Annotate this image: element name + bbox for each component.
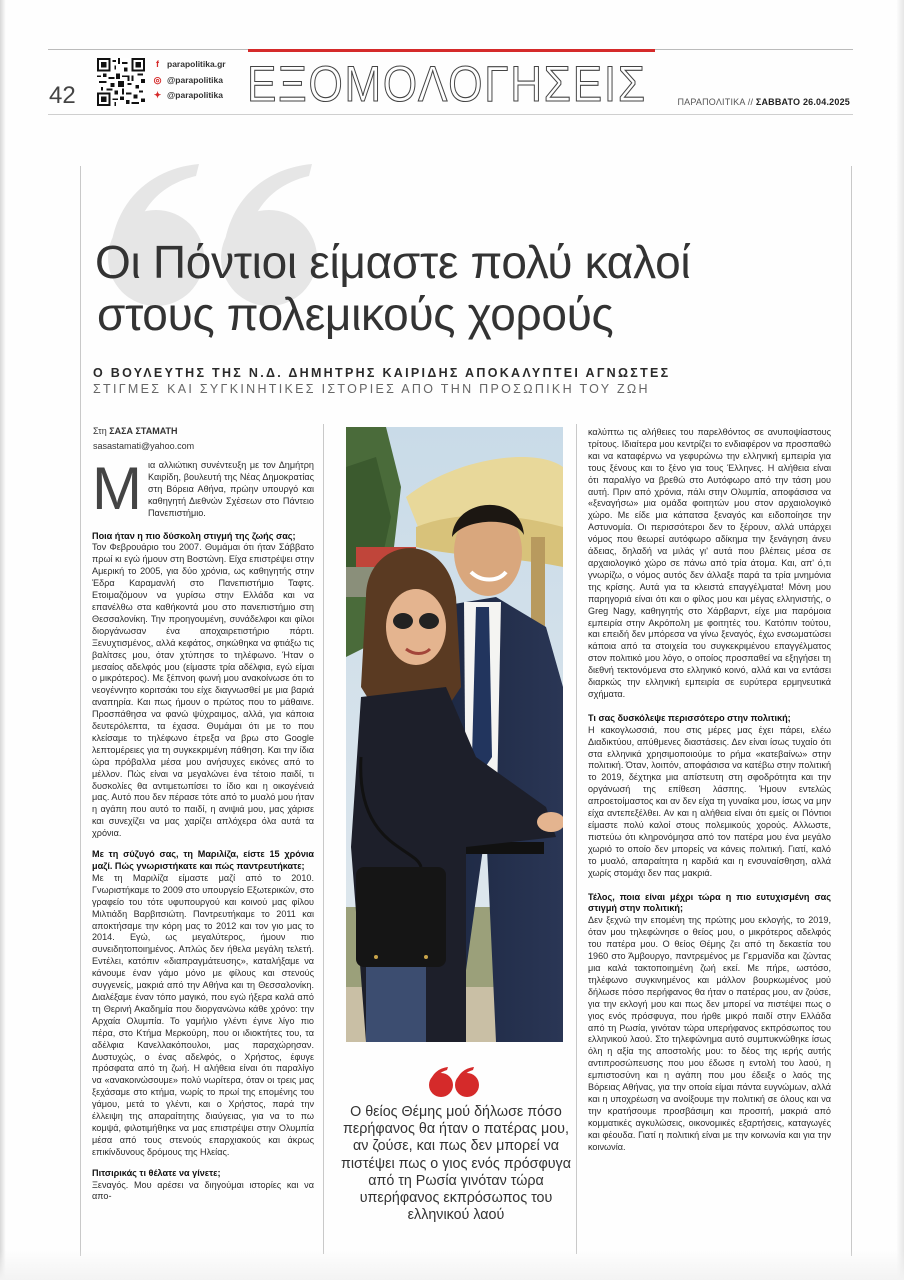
page-number: 42 — [49, 82, 76, 109]
pull-quote-icon — [428, 1066, 480, 1098]
subtitle-line-1: Ο ΒΟΥΛΕΥΤΗΣ ΤΗΣ Ν.Δ. ΔΗΜΗΤΡΗΣ ΚΑΙΡΙΔΗΣ ΑΠΟΚΑΛΥΠΤΕΙ ΑΓΝΩΣΤΕΣ — [93, 366, 671, 380]
question-5: Τέλος, ποια είναι μέχρι τώρα η πιο ευτυχισμένη σας στιγμή στην πολιτική; — [588, 891, 831, 914]
column-rule-2 — [576, 424, 577, 1254]
instagram-handle: @parapolitika — [167, 74, 223, 85]
article-photo — [346, 427, 563, 1042]
author-name: ΣΑΣΑ ΣΤΑΜΑΤΗ — [109, 426, 178, 436]
social-links — [153, 57, 226, 104]
byline-prefix: Στη — [93, 426, 107, 436]
headline — [95, 236, 795, 340]
article-column-3 — [588, 427, 831, 1245]
subtitle-line-2: ΣΤΙΓΜΕΣ ΚΑΙ ΣΥΓΚΙΝΗΤΙΚΕΣ ΙΣΤΟΡΙΕΣ ΑΠΟ ΤΗΝ ΠΡΟΣΩΠΙΚΗ ΤΟΥ ΖΩΗ — [93, 382, 650, 396]
issue-date: ΣΑΒΒΑΤΟ 26.04.2025 — [755, 97, 850, 107]
scan-shadow-bottom — [0, 1250, 904, 1280]
scan-shadow-right — [896, 0, 904, 1280]
answer-5: Δεν ξεχνώ την επομένη της πρώτης μου εκλογής, το 2019, όταν μου τηλεφώνησε ο θείος μου, ο μικρότερος αδελφός του πατέρα μου. Ο θείος Θέμης ζει από τη δεκαετία του 1960 στο Άμβουργο, παντρεμένος με Γερμανίδα και ζώντας μια καλά τακτοποιημένη ζωή εκεί. Με πήρε, ωστόσο, τηλέφωνο συγκινημένος και μάλλον βουρκωμένος μού δήλωσε πόσο περήφανος θα ήταν ο πατέρας μου, αν ζούσε, για την εκλογή μου και πως δεν μπορεί να πιστέψει πως ο γιος ενός πρόσφυγα, που ήρθε μικρό παιδί στην Ελλάδα από τη Ρωσία, γινόταν τώρα υπερήφανος εκπρόσωπος του ελληνικού λαού. Στο τηλεφώνημα αυτό συμπυκνώθηκε ίσως όλη η αξία της αποστολής μου: το δέος της ιερής αυτής αντιπροσώπευσης που μου έδωσε η εντολή του λαού, η εμπιστοσύνη και η αγάπη που μου έδειξε ο λαός της Βόρειας Αθήνας, για την οποία είμαι πάντα ευγνώμων, αλλά και η υποχρέωση να ανοίξουμε την πολιτική σε όλους και να την κρατήσουμε προσβάσιμη και προσιτή, μακριά από κομματικές αγκυλώσεις, οικονομικές εξαρτήσεις, καταγωγές και φέουδα. Γιατί η πολιτική είναι με την κοινωνία και για την κοινωνία. — [588, 915, 831, 1152]
facebook-handle: parapolitika.gr — [167, 59, 226, 69]
headline-line-1: Οι Πόντιοι είμαστε πολύ καλοί — [95, 236, 691, 288]
dateline — [677, 97, 850, 107]
question-4: Τι σας δυσκόλεψε περισσότερο στην πολιτική; — [588, 712, 791, 723]
header-red-accent — [248, 49, 655, 52]
facebook-icon: f — [156, 59, 159, 70]
publication-name: ΠΑΡΑΠΟΛΙΤΙΚΑ // — [677, 97, 754, 107]
headline-line-2: στους πολεμικούς χορούς — [97, 288, 614, 340]
instagram-link[interactable] — [153, 73, 226, 89]
twitter-icon: ✦ — [153, 90, 162, 101]
scan-shadow-left — [0, 0, 6, 1280]
twitter-handle: @parapolitika — [167, 90, 223, 100]
article-column-1 — [92, 460, 314, 1250]
instagram-icon: ◎ — [153, 74, 162, 85]
pull-quote: Ο θείος Θέμης μού δήλωσε πόσο περήφανος θα ήταν ο πατέρας μου, αν ζούσε, και πως δεν μπορεί να πιστέψει πως ο γιος ενός πρόσφυγα από τη Ρωσία γινόταν τώρα υπερήφανος εκπρόσωπος του ελληνικού λαού — [341, 1104, 571, 1224]
left-margin-rule — [80, 166, 81, 1256]
qr-code-icon — [97, 58, 145, 106]
question-3: Πιτσιρικάς τι θέλατε να γίνετε; — [92, 1167, 221, 1178]
answer-4: Η κακογλωσσιά, που στις μέρες μας έχει πάρει, ελέω Διαδικτύου, απύθμενες διαστάσεις. Δεν είναι ίσως τυχαίο ότι στα ελληνικά χρησιμοποιούμε το ρήμα «κατεβαίνω» στην πολιτική. Όταν, λοιπόν, αποφάσισα να κατέβω στην πολιτική το 2019, δέχτηκα μια απίστευτη στη σφοδρότητα και την οργάνωσή της επίθεση λάσπης. Ήμουν εντελώς απροετοίμαστος και αν δεν είχα τη γυναίκα μου, ίσως να μην είχα αντεπεξέλθει. Αν και η αλήθεια είναι ότι εμείς οι Πόντιοι είμαστε πολύ καλοί στους πολεμικούς χορούς. Αλλωστε, πιστεύω ότι κληρονόμησα από τον πατέρα μου ένα μεγάλο χωριό το οποίο δεν μπορείς να κάνεις πολιτική. Γιατί, καλό το μυαλό, απαραίτητα η καρδιά και η ενσυναίσθηση, αλλά χωρίς στομάχι δεν πας μακριά. — [588, 724, 831, 878]
question-2: Με τη σύζυγό σας, τη Μαριλίζα, είστε 15 χρόνια μαζί. Πώς γνωριστήκατε και πώς παντρευτήκατε; — [92, 849, 314, 871]
column-rule-1 — [323, 424, 324, 1254]
answer-3-continued: καλύπτω τις αλήθειες του παρελθόντος σε ανυποψίαστους τρίτους. Ιδιαίτερα μου κεντρίζει το ενδιαφέρον να προσπαθώ και να καταφέρνω να γεφυρώνω την ελληνική εμπειρία για τους ξένους και το ξένο για τους Έλληνες. Η αλήθεια είναι ότι παραλίγο να βρεθώ στο Αυτόφωρο από την τάση μου αυτή. Πριν από χρόνια, πάλι στην Ολυμπία, αποφάσισα να «ξεναγήσω» μια ομάδα φοιτητών μου στον αρχαιολογικό χώρο. Με είδε μια κάπατσα ξεναγός και ειδοποίησε την Αστυνομία. Οι περισσότεροι δεν το ξέρουν, αλλά υπάρχει νόμος που θεωρεί αυτόφωρο αδίκημα την ξενάγηση άνευ άδειας, δηλαδή να μιλάς γι' αυτά που βλέπεις μέσα σε αρχαιολογικό χώρο σε πάνω από τρία άτομα. Και, απ' ό,τι γνωρίζω, ο νόμος αυτός δεν άλλαξε παρά τα τρία μνημόνια της κρίσης. Αυτά για τα κλειστά επαγγέλματα! Μόνη μου παρηγοριά είναι ότι και ο φίλος μου και μέγας ελληνιστής, ο Greg Nagy, καθηγητής στο Χάρβαρντ, είχε μια παρόμοια εμπειρία στην Ακρόπολη με φοιτητές του. Κατόπιν τούτου, και επειδή δεν μπόρεσα να γίνω ξεναγός, έχω ενσωματώσει κάποια από τα στοιχεία του συγκεκριμένου επαγγέλματος στον πολιτικό μου λόγο, ο οποίος προσπαθεί να εξηγήσει τη διεθνή τεκτονόμενα στο ελληνικό κοινό, αλλά και να εντάσει διαρκώς την ελληνική εμπειρία σε ευρύτερα ερμηνευτικά σχήματα. — [588, 427, 831, 699]
intro-paragraph — [92, 460, 314, 520]
answer-1: Τον Φεβρουάριο του 2007. Θυμάμαι ότι ήταν Σάββατο πρωί κι εγώ ήμουν στη Βοστώνη. Είχα επιστρέψει στην Αμερική το 2005, για δύο χρόνια, ως καθηγητής στην Έδρα Καραμανλή στο Πανεπιστήμιο Ταφτς. Ετοιμαζόμουν να γυρίσω στην Ελλάδα και να επανέλθω στα καθήκοντά μου στο πανεπιστήμιο στη Θεσσαλονίκη. Την προηγουμένη, συνάδελφοι και φίλοι διοργάνωσαν ένα αποχαιρετιστήριο πάρτι. Ξενυχτισμένος, αλλά κεφάτος, σηκώθηκα να φτιάξω τις βαλίτσες μου, όταν χτύπησε το τηλέφωνο. Ήταν ο μεσαίος αδελφός μου (είμαστε τρία αδέλφια, εγώ είμαι ο μικρότερος). Με ξέπνοη φωνή μου ανακοίνωσε ότι το νεογέννητο κοριτσάκι του είχε διαγνωσθεί με μια βαριά αναπηρία. Και πως ήμουν ο πρώτος που το μάθαινε. Προσπάθησα να φανώ ψύχραιμος, αλλά, για κάποια δευτερόλεπτα, τα έχασα. Θυμάμαι ότι με το που κλείσαμε το τηλέφωνο έτρεξα να βρω στο Google λεπτομέρειες για τη συγκεκριμένη πάθηση. Και την ίδια ώρα πρόβαλλα μέσα μου ανήσυχες εικόνες από το μέλλον. Πώς είναι να μεγαλώνει ένα τέτοιο παιδί, τι δυσκολίες θα αντιμετωπίσει το ίδιο και η οικογένειά μας. Αυτό που δεν πέρασε τότε από το μυαλό μου ήταν η αγάπη που αυτό το παιδί, η ανιψιά μου, μας χάρισε και συνεχίζει να μας χαρίζει απλόχερα όλα αυτά τα χρόνια. — [92, 542, 314, 839]
author-email[interactable]: sasastamati@yahoo.com — [93, 441, 195, 451]
twitter-link[interactable] — [153, 88, 226, 104]
intro-text: ια αλλιώτικη συνέντευξη με τον Δημήτρη Καιρίδη, βουλευτή της Νέας Δημοκρατίας στη Βόρεια Αθήνα, πρώην υπουργό και καθηγητή Διεθνών Σχέσεων στο Πάντειο Πανεπιστήμιο. — [147, 460, 314, 518]
answer-2: Με τη Μαριλίζα είμαστε μαζί από το 2010. Γνωριστήκαμε το 2009 στο υπουργείο Εξωτερικών, στο γραφείο του τότε υφυπουργού και κοινού μας φίλου Μιλτιάδη Βαρβιτσιώτη. Παντρευτήκαμε το 2011 και αποκτήσαμε την κόρη μας το 2012 και τον γιο μας το 2014. Εγώ, ως μεγαλύτερος, ήμουν πιο συνειδητοποιημένος. Απλώς δεν ήθελα μεγάλη τελετή. Εντέλει, κατόπιν «διαπραγμάτευσης», καταλήξαμε να κάνουμε έναν γάμο μόνο με φίλους και στενούς συγγενείς, μακριά από την Αθήνα και τη Θεσσαλονίκη. Διαλέξαμε έναν τόπο μαγικό, που εγώ ήξερα καλά από τη Θερινή Ακαδημία που διοργανώνω κάθε χρόνο: την Αρχαία Ολυμπία. Το γαμήλιο γλέντι έγινε λίγο πιο πέρα, στο Κτήμα Μερκούρη, που οι ιδιοκτήτες του, τα αδέλφια Κανελλακόπουλοι, μας παραχώρησαν. Δυστυχώς, ο ένας αδελφός, ο Χρήστος, έφυγε πρόσφατα από τη ζωή. Η αλήθεια είναι ότι παραλίγο να «ανακοινώσουμε» πολύ νωρίτερα, όταν οι τρεις μας ξεχάσαμε στο κτήμα, νωρίς το πρωί της επομένης του γάμου, μετά το γλέντι, και ο Χρήστος, παρά την έλλειψη της απαραίτητης διαύγειας, για να το πω κομψά, φιλοτιμήθηκε να μας επιστρέψει στην Ολυμπία μέσα από τους στενούς επαρχιακούς και άκρως επικίνδυνους δρόμους της Ηλείας. — [92, 872, 314, 1157]
byline — [93, 424, 194, 454]
header-bottom-rule — [48, 114, 853, 115]
question-1: Ποια ήταν η πιο δύσκολη στιγμή της ζωής σας; — [92, 530, 296, 541]
section-title: ΕΞΟΜΟΛΟΓΗΣΕΙΣ — [247, 56, 647, 112]
facebook-link[interactable] — [153, 57, 226, 73]
answer-3-start: Ξεναγός. Μου αρέσει να διηγούμαι ιστορίες και να απο- — [92, 1179, 314, 1202]
right-margin-rule — [851, 166, 852, 1256]
drop-cap: Μ — [92, 460, 142, 522]
